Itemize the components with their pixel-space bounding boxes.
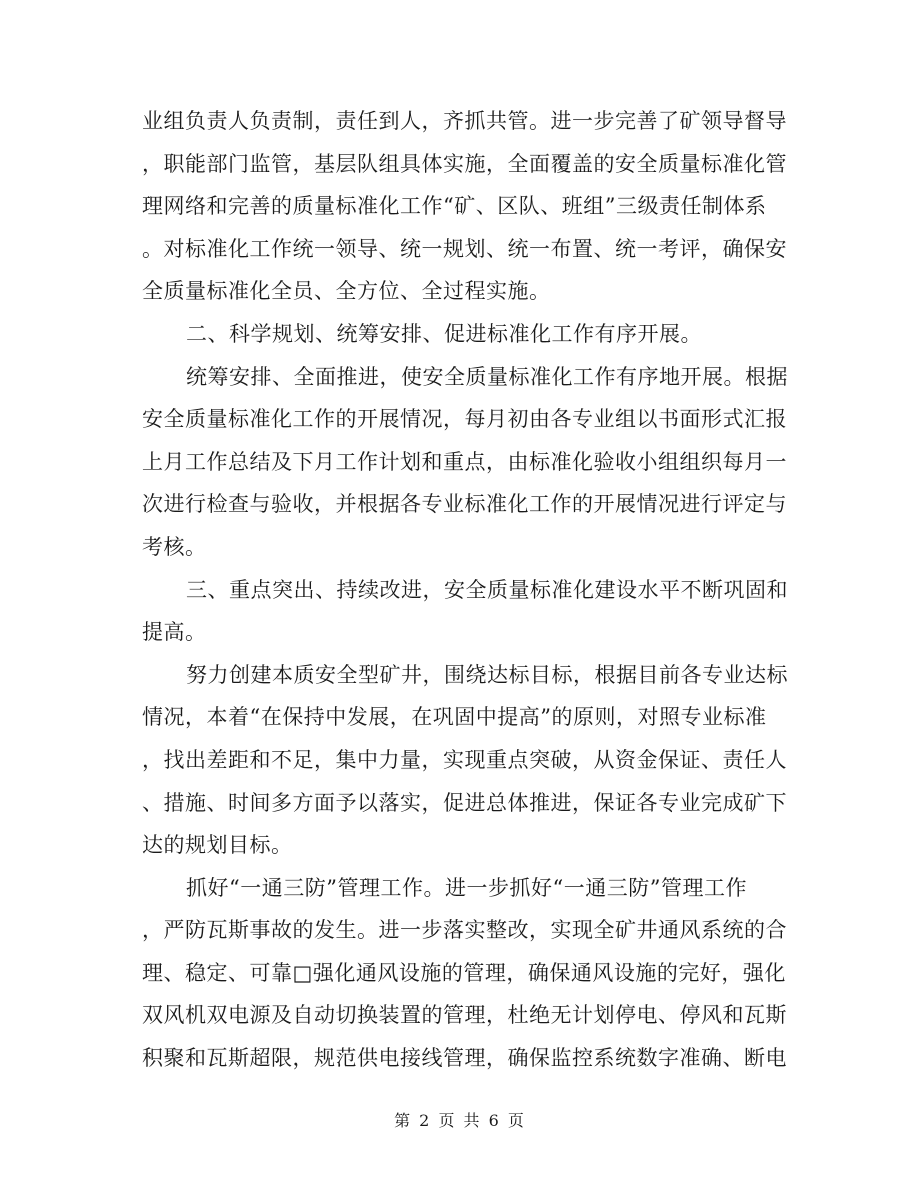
section-heading: 二、科学规划、统筹安排、促进标准化工作有序开展。: [186, 321, 702, 346]
text-line: ，找出差距和不足，集中力量，实现重点突破，从资金保证、责任人: [142, 747, 787, 772]
text-line: 业组负责人负责制，责任到人，齐抓共管。进一步完善了矿领导督导: [142, 109, 787, 133]
text-line: 情况，本着“在保持中发展，在巩固中提高”的原则，对照专业标准: [142, 705, 767, 730]
text-line: 、措施、时间多方面予以落实，促进总体推进，保证各专业完成矿下: [142, 790, 787, 815]
text-line: 考核。: [142, 534, 207, 559]
text-line: ，职能部门监管，基层队组具体实施，全面覆盖的安全质量标准化管: [142, 151, 787, 176]
text-line: 达的规划目标。: [142, 833, 293, 858]
text-line: 提高。: [142, 620, 207, 645]
text-line: 理、稳定、可靠□强化通风设施的管理，确保通风设施的完好，强化: [142, 960, 786, 985]
text-line: 次进行检查与验收，并根据各专业标准化工作的开展情况进行评定与: [142, 492, 787, 517]
text-line: 。对标准化工作统一领导、统一规划、统一布置、统一考评，确保安: [142, 236, 787, 261]
text-line: 积聚和瓦斯超限，规范供电接线管理，确保监控系统数字准确、断电: [142, 1046, 787, 1071]
text-line: 上月工作总结及下月工作计划和重点，由标准化验收小组组织每月一: [142, 449, 787, 474]
paragraph-start: 努力创建本质安全型矿井，围绕达标目标，根据目前各专业达标: [186, 662, 788, 687]
text-line: 安全质量标准化工作的开展情况，每月初由各专业组以书面形式汇报: [142, 407, 787, 432]
text-line: 双风机双电源及自动切换装置的管理，杜绝无计划停电、停风和瓦斯: [142, 1003, 787, 1028]
text-line: 理网络和完善的质量标准化工作“矿、区队、班组”三级责任制体系: [142, 194, 767, 219]
document-body: [142, 100, 788, 1080]
section-heading: 三、重点突出、持续改进，安全质量标准化建设水平不断巩固和: [186, 577, 788, 602]
paragraph-start: 抓好“一通三防”管理工作。进一步抓好“一通三防”管理工作: [186, 875, 747, 900]
text-line: 全质量标准化全员、全方位、全过程实施。: [142, 279, 551, 304]
text-line: ，严防瓦斯事故的发生。进一步落实整改，实现全矿井通风系统的合: [142, 918, 787, 943]
page-number-footer: 第 2 页 共 6 页: [394, 1111, 526, 1130]
paragraph-start: 统筹安排、全面推进，使安全质量标准化工作有序地开展。根据: [186, 364, 788, 389]
